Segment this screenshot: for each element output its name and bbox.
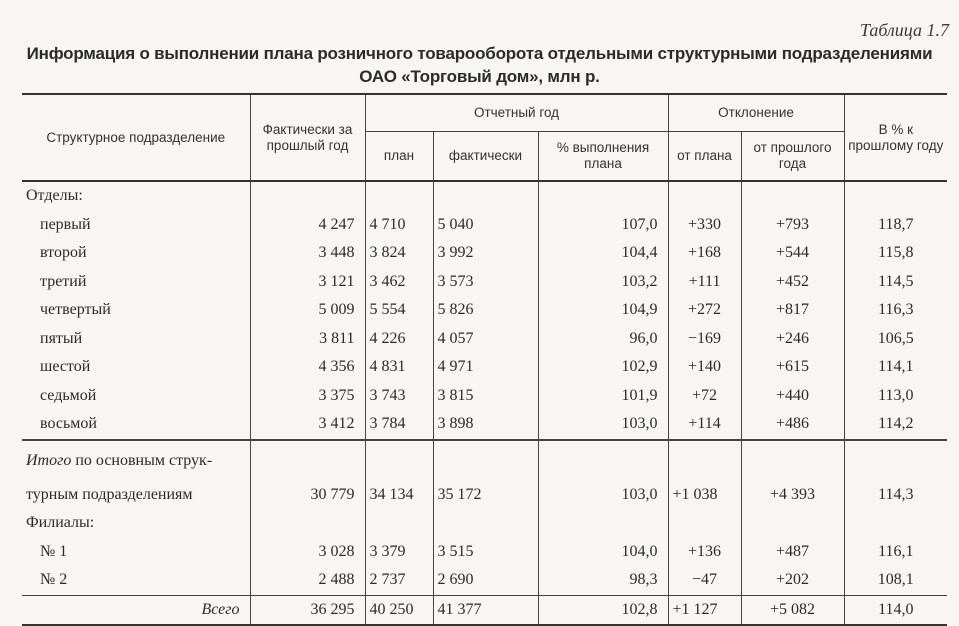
- cell-fact: 4 057: [433, 325, 538, 354]
- total-label: Всего: [22, 595, 250, 625]
- cell-pprev: 116,1: [844, 538, 947, 567]
- cell-dplan: +72: [668, 382, 741, 411]
- cell-prev: 2 488: [250, 566, 365, 595]
- data-table: [22, 93, 947, 626]
- subtotal-label-1: Итого по основным струк-: [22, 440, 250, 481]
- cell-plan: 2 737: [365, 566, 433, 595]
- table-title: [0, 42, 959, 88]
- table-row: [22, 296, 947, 325]
- subtotal-plan: 34 134: [365, 481, 433, 510]
- cell-dprev: +817: [741, 296, 844, 325]
- header-division: Структурное подразделение: [46, 129, 226, 145]
- subtotal-dplan: +1 038: [668, 481, 741, 510]
- cell-plan: 4 710: [365, 211, 433, 240]
- cell-prev: 3 412: [250, 410, 365, 440]
- section-label: Отделы:: [26, 187, 83, 205]
- cell-pct: 102,9: [538, 353, 668, 382]
- subtotal-prev: 30 779: [250, 481, 365, 510]
- row-name: шестой: [40, 358, 91, 376]
- total-pct: 102,8: [538, 595, 668, 625]
- cell-prev: 4 356: [250, 353, 365, 382]
- table-row: [22, 566, 947, 595]
- table-row: [22, 538, 947, 567]
- table-row: [22, 239, 947, 268]
- title-line-1: Информация о выполнении плана розничного товарооборота отдельными структурными подразделениями: [26, 44, 933, 63]
- subtotal-pct: 103,0: [538, 481, 668, 510]
- subtotal-fact: 35 172: [433, 481, 538, 510]
- cell-pct: 98,3: [538, 566, 668, 595]
- row-name: седьмой: [40, 386, 97, 404]
- total-pprev: 114,0: [844, 595, 947, 625]
- cell-dplan: +114: [668, 410, 741, 440]
- cell-dprev: +202: [741, 566, 844, 595]
- cell-plan: 3 784: [365, 410, 433, 440]
- cell-prev: 3 448: [250, 239, 365, 268]
- cell-fact: 3 898: [433, 410, 538, 440]
- table-row: [22, 325, 947, 354]
- cell-fact: 3 992: [433, 239, 538, 268]
- cell-pprev: 116,3: [844, 296, 947, 325]
- table-row: [22, 382, 947, 411]
- row-name: пятый: [40, 329, 83, 347]
- cell-plan: 4 226: [365, 325, 433, 354]
- cell-pprev: 106,5: [844, 325, 947, 354]
- cell-plan: 4 831: [365, 353, 433, 382]
- cell-prev: 3 375: [250, 382, 365, 411]
- table-number: Таблица 1.7: [859, 20, 949, 40]
- cell-dplan: +330: [668, 211, 741, 240]
- subtotal-row: [22, 481, 947, 510]
- row-name: № 1: [40, 542, 68, 560]
- cell-dprev: +487: [741, 538, 844, 567]
- cell-dplan: +272: [668, 296, 741, 325]
- cell-pprev: 114,5: [844, 268, 947, 297]
- cell-plan: 5 554: [365, 296, 433, 325]
- cell-plan: 3 824: [365, 239, 433, 268]
- cell-prev: 4 247: [250, 211, 365, 240]
- cell-dplan: +111: [668, 268, 741, 297]
- cell-pprev: 118,7: [844, 211, 947, 240]
- cell-pct: 103,2: [538, 268, 668, 297]
- cell-plan: 3 743: [365, 382, 433, 411]
- cell-pprev: 115,8: [844, 239, 947, 268]
- row-name: первый: [40, 215, 91, 233]
- cell-prev: 5 009: [250, 296, 365, 325]
- row-name: второй: [40, 244, 87, 262]
- subtotal-pprev: 114,3: [844, 481, 947, 510]
- table-row: [22, 410, 947, 440]
- cell-dprev: +452: [741, 268, 844, 297]
- cell-dplan: +140: [668, 353, 741, 382]
- total-dplan: +1 127: [668, 595, 741, 625]
- header-pct-plan: % выполнения плана: [538, 132, 668, 182]
- cell-pprev: 108,1: [844, 566, 947, 595]
- cell-prev: 3 121: [250, 268, 365, 297]
- title-line-2: ОАО «Торговый дом», млн р.: [359, 67, 600, 86]
- cell-dprev: +486: [741, 410, 844, 440]
- header-actual: фактически: [433, 132, 538, 182]
- cell-prev: 3 811: [250, 325, 365, 354]
- cell-pct: 107,0: [538, 211, 668, 240]
- cell-fact: 5 040: [433, 211, 538, 240]
- cell-plan: 3 379: [365, 538, 433, 567]
- total-fact: 41 377: [433, 595, 538, 625]
- cell-dplan: −169: [668, 325, 741, 354]
- cell-pprev: 114,1: [844, 353, 947, 382]
- table-row: [22, 268, 947, 297]
- cell-fact: 2 690: [433, 566, 538, 595]
- cell-dplan: +168: [668, 239, 741, 268]
- cell-plan: 3 462: [365, 268, 433, 297]
- table-row: [22, 211, 947, 240]
- subtotal-dprev: +4 393: [741, 481, 844, 510]
- cell-dprev: +615: [741, 353, 844, 382]
- cell-dprev: +544: [741, 239, 844, 268]
- subtotal-label-2: турным подразделениям: [26, 485, 193, 503]
- total-row: [22, 595, 947, 625]
- cell-pprev: 113,0: [844, 382, 947, 411]
- cell-prev: 3 028: [250, 538, 365, 567]
- cell-pprev: 114,2: [844, 410, 947, 440]
- cell-dprev: +246: [741, 325, 844, 354]
- cell-pct: 96,0: [538, 325, 668, 354]
- cell-pct: 104,0: [538, 538, 668, 567]
- row-name: № 2: [40, 571, 68, 589]
- header-prev-actual: Фактически за прошлый год: [250, 94, 365, 181]
- cell-dprev: +440: [741, 382, 844, 411]
- cell-dplan: +136: [668, 538, 741, 567]
- cell-dplan: −47: [668, 566, 741, 595]
- total-prev: 36 295: [250, 595, 365, 625]
- total-dprev: +5 082: [741, 595, 844, 625]
- cell-pct: 103,0: [538, 410, 668, 440]
- subtotal-row-1: [22, 440, 947, 481]
- cell-fact: 5 826: [433, 296, 538, 325]
- table-row: [22, 353, 947, 382]
- row-name: восьмой: [40, 415, 97, 433]
- cell-fact: 4 971: [433, 353, 538, 382]
- section-label: Филиалы:: [26, 514, 95, 532]
- cell-fact: 3 515: [433, 538, 538, 567]
- row-name: четвертый: [40, 301, 111, 319]
- section-departments-row: [22, 181, 947, 211]
- cell-pct: 104,9: [538, 296, 668, 325]
- header-pct-prev: В % к прошлому году: [844, 94, 947, 181]
- row-name: третий: [40, 272, 87, 290]
- section-branches-row: [22, 509, 947, 538]
- cell-dprev: +793: [741, 211, 844, 240]
- header-plan: план: [365, 132, 433, 182]
- total-plan: 40 250: [365, 595, 433, 625]
- cell-pct: 101,9: [538, 382, 668, 411]
- header-report-year: Отчетный год: [365, 94, 668, 132]
- header-deviation: Отклонение: [668, 94, 844, 132]
- cell-fact: 3 573: [433, 268, 538, 297]
- header-from-prev: от прошлого года: [741, 132, 844, 182]
- cell-pct: 104,4: [538, 239, 668, 268]
- header-from-plan: от плана: [668, 132, 741, 182]
- cell-fact: 3 815: [433, 382, 538, 411]
